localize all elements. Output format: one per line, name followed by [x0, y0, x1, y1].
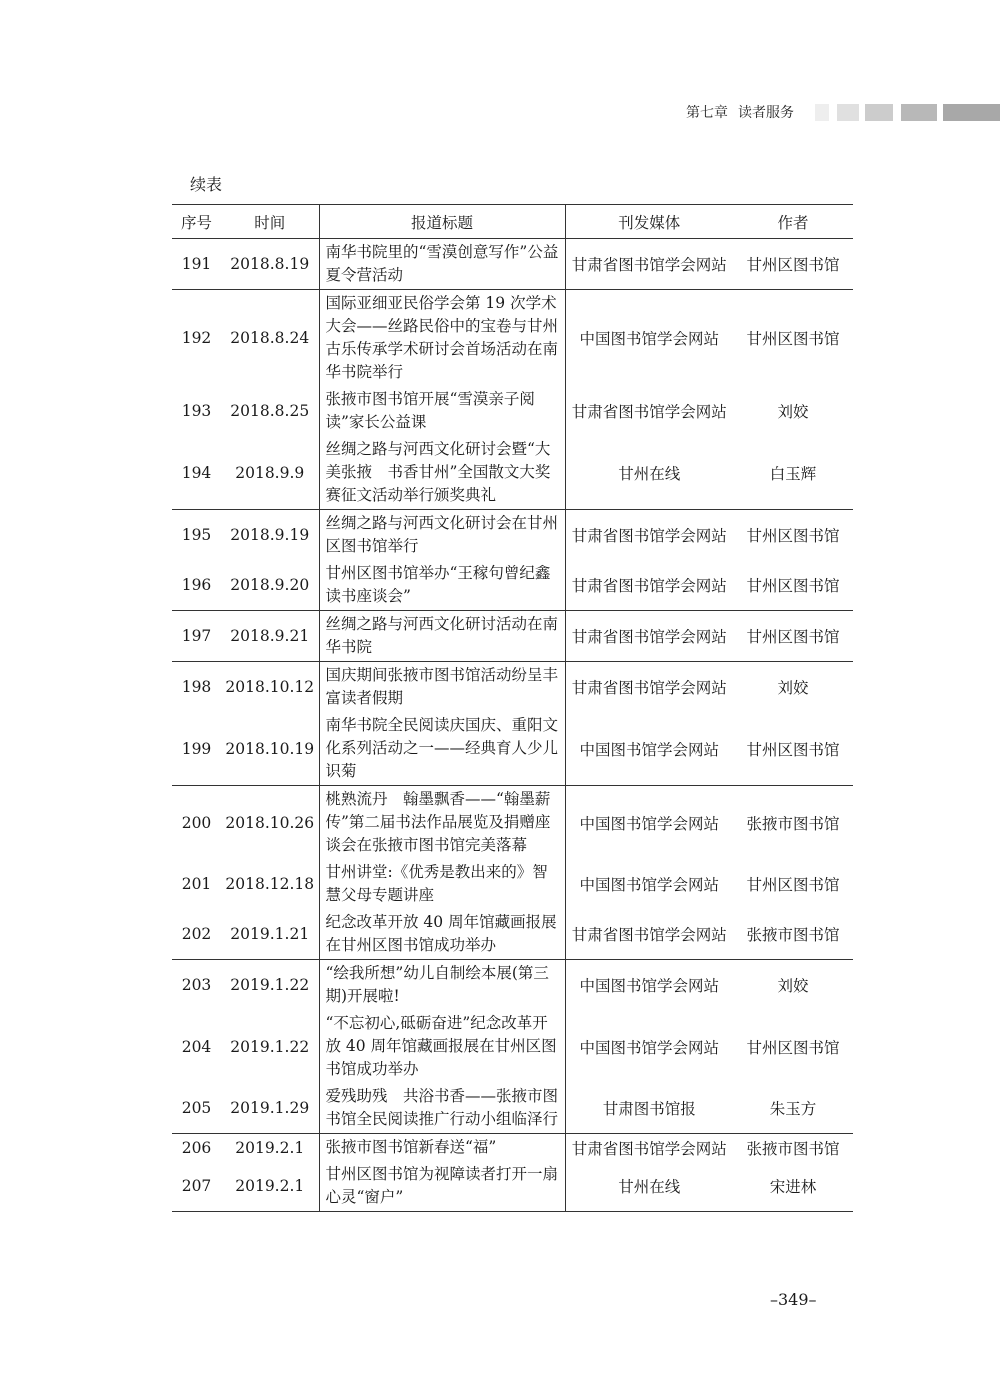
cell-media: 中国图书馆学会网站 [565, 290, 733, 387]
cell-date: 2018.10.26 [221, 786, 319, 860]
cell-title: 南华书院全民阅读庆国庆、重阳文化系列活动之一——经典育人少儿识菊 [319, 712, 565, 786]
cell-no: 204 [181, 1037, 212, 1056]
cell-media: 甘州在线 [618, 464, 681, 483]
cell-media: 甘肃省图书馆学会网站 [565, 510, 733, 561]
cell-date: 2018.9.9 [235, 463, 305, 482]
cell-title: 甘州讲堂:《优秀是教出来的》智慧父母专题讲座 [319, 859, 565, 909]
cell-media: 中国图书馆学会网站 [579, 876, 719, 894]
cell-date: 2018.12.18 [225, 875, 315, 893]
cell-media: 甘肃省图书馆学会网站 [571, 577, 727, 595]
chapter-label: 第七章 [686, 105, 728, 121]
cell-media: 中国图书馆学会网站 [565, 960, 733, 1011]
table-row [172, 1083, 853, 1134]
cell-author: 张掖市图书馆 [746, 926, 840, 944]
cell-media: 甘肃省图书馆学会网站 [565, 662, 733, 713]
table-row [172, 960, 853, 1011]
table-row [172, 611, 853, 662]
cell-no: 191 [181, 255, 212, 273]
header-block [943, 104, 1000, 121]
cell-author: 甘州区图书馆 [733, 510, 853, 561]
cell-date: 2018.8.24 [221, 290, 319, 387]
cell-title: “绘我所想”幼儿自制绘本展(第三期)开展啦! [319, 960, 565, 1011]
cell-title: 张掖市图书馆开展“雪漠亲子阅读”家长公益课 [319, 386, 565, 436]
continued-label: 续表 [190, 175, 223, 194]
cell-date: 2018.10.19 [225, 739, 315, 758]
cell-title: 纪念改革开放 40 周年馆藏画报展在甘州区图书馆成功举办 [319, 909, 565, 960]
col-header-no: 序号 [180, 213, 212, 232]
col-header-media: 刊发媒体 [618, 213, 681, 232]
col-header-date: 时间 [254, 213, 286, 232]
cell-author: 甘州区图书馆 [746, 577, 840, 595]
cell-no: 202 [181, 925, 212, 943]
cell-no: 198 [172, 662, 221, 713]
cell-author: 甘州区图书馆 [746, 256, 840, 274]
cell-author: 白玉辉 [769, 464, 817, 483]
table-row [172, 712, 853, 786]
table-row [172, 560, 853, 611]
cell-media: 甘肃省图书馆学会网站 [571, 256, 727, 274]
cell-no: 200 [172, 786, 221, 860]
section-label: 读者服务 [738, 105, 794, 121]
header-block [865, 104, 893, 121]
page-number: –349– [770, 1290, 817, 1309]
cell-media: 甘肃图书馆报 [602, 1100, 696, 1118]
cell-no: 197 [172, 611, 221, 662]
cell-title: 国际亚细亚民俗学会第 19 次学术大会——丝路民俗中的宝卷与甘州古乐传承学术研讨会首场活动在南华书院举行 [319, 290, 565, 387]
cell-media: 中国图书馆学会网站 [579, 1038, 719, 1057]
cell-author: 刘姣 [733, 662, 853, 713]
cell-date: 2018.8.19 [230, 255, 310, 273]
cell-no: 205 [181, 1099, 212, 1117]
header-block [901, 104, 937, 121]
cell-author: 刘姣 [777, 403, 809, 421]
cell-media: 甘州在线 [618, 1178, 681, 1196]
cell-title: 丝绸之路与河西文化研讨会在甘州区图书馆举行 [319, 510, 565, 561]
table-row [172, 1010, 853, 1083]
cell-no: 201 [181, 875, 212, 893]
cell-author: 甘州区图书馆 [733, 290, 853, 387]
cell-date: 2019.1.22 [230, 1037, 310, 1056]
header-block [837, 104, 859, 121]
table-row [172, 1134, 853, 1162]
cell-author: 宋进林 [769, 1178, 817, 1196]
report-table [172, 204, 853, 1212]
cell-media: 中国图书馆学会网站 [565, 786, 733, 860]
cell-title: 国庆期间张掖市图书馆活动纷呈丰富读者假期 [319, 662, 565, 713]
cell-author: 张掖市图书馆 [733, 786, 853, 860]
cell-author: 甘州区图书馆 [733, 611, 853, 662]
cell-no: 203 [172, 960, 221, 1011]
table-row [172, 386, 853, 436]
table-row [172, 859, 853, 909]
table-row [172, 239, 853, 290]
cell-title: 丝绸之路与河西文化研讨活动在南华书院 [319, 611, 565, 662]
cell-no: 199 [181, 739, 212, 758]
cell-no: 196 [181, 576, 212, 594]
cell-media: 甘肃省图书馆学会网站 [571, 403, 727, 421]
cell-title: 甘州区图书馆为视障读者打开一扇心灵“窗户” [319, 1161, 565, 1212]
cell-date: 2018.10.12 [221, 662, 319, 713]
cell-author: 甘州区图书馆 [746, 1038, 840, 1057]
table-row [172, 436, 853, 510]
cell-title: 爱残助残 共浴书香——张掖市图书馆全民阅读推广行动小组临泽行 [319, 1083, 565, 1134]
cell-media: 甘肃省图书馆学会网站 [571, 926, 727, 944]
cell-date: 2018.8.25 [230, 402, 310, 420]
cell-author: 甘州区图书馆 [746, 876, 840, 894]
table-row [172, 290, 853, 387]
cell-title: 丝绸之路与河西文化研讨会暨“大美张掖 书香甘州”全国散文大奖赛征文活动举行颁奖典礼 [319, 436, 565, 510]
cell-no: 207 [181, 1177, 212, 1195]
cell-author: 甘州区图书馆 [746, 740, 840, 759]
cell-author: 朱玉方 [769, 1100, 817, 1118]
table-row [172, 1161, 853, 1212]
cell-author: 张掖市图书馆 [733, 1134, 853, 1162]
cell-no: 192 [172, 290, 221, 387]
cell-date: 2019.1.29 [230, 1099, 310, 1117]
col-header-author: 作者 [777, 213, 809, 232]
cell-title: “不忘初心,砥砺奋进”纪念改革开放 40 周年馆藏画报展在甘州区图书馆成功举办 [319, 1010, 565, 1083]
cell-date: 2019.2.1 [235, 1177, 305, 1195]
cell-title: 张掖市图书馆新春送“福” [319, 1134, 565, 1162]
cell-date: 2019.1.22 [221, 960, 319, 1011]
cell-date: 2018.9.21 [221, 611, 319, 662]
table-row [172, 909, 853, 960]
cell-title: 桃熟流丹 翰墨飘香——“翰墨薪传”第二届书法作品展览及捐赠座谈会在张掖市图书馆完美落幕 [319, 786, 565, 860]
cell-date: 2018.9.20 [230, 576, 310, 594]
cell-author: 刘姣 [733, 960, 853, 1011]
running-header [686, 102, 804, 122]
cell-media: 中国图书馆学会网站 [579, 740, 719, 759]
col-header-title: 报道标题 [319, 205, 565, 239]
cell-date: 2019.2.1 [221, 1134, 319, 1162]
table-header-row [172, 205, 853, 239]
cell-title: 南华书院里的“雪漠创意写作”公益夏令营活动 [319, 239, 565, 290]
table-row [172, 510, 853, 561]
cell-title: 甘州区图书馆举办“王稼句曾纪鑫读书座谈会” [319, 560, 565, 611]
header-block [815, 104, 829, 121]
cell-no: 195 [172, 510, 221, 561]
cell-media: 甘肃省图书馆学会网站 [565, 611, 733, 662]
cell-no: 194 [181, 463, 212, 482]
table-row [172, 662, 853, 713]
cell-no: 206 [172, 1134, 221, 1162]
cell-date: 2019.1.21 [230, 925, 310, 943]
table-row [172, 786, 853, 860]
cell-date: 2018.9.19 [221, 510, 319, 561]
cell-no: 193 [181, 402, 212, 420]
cell-media: 甘肃省图书馆学会网站 [565, 1134, 733, 1162]
